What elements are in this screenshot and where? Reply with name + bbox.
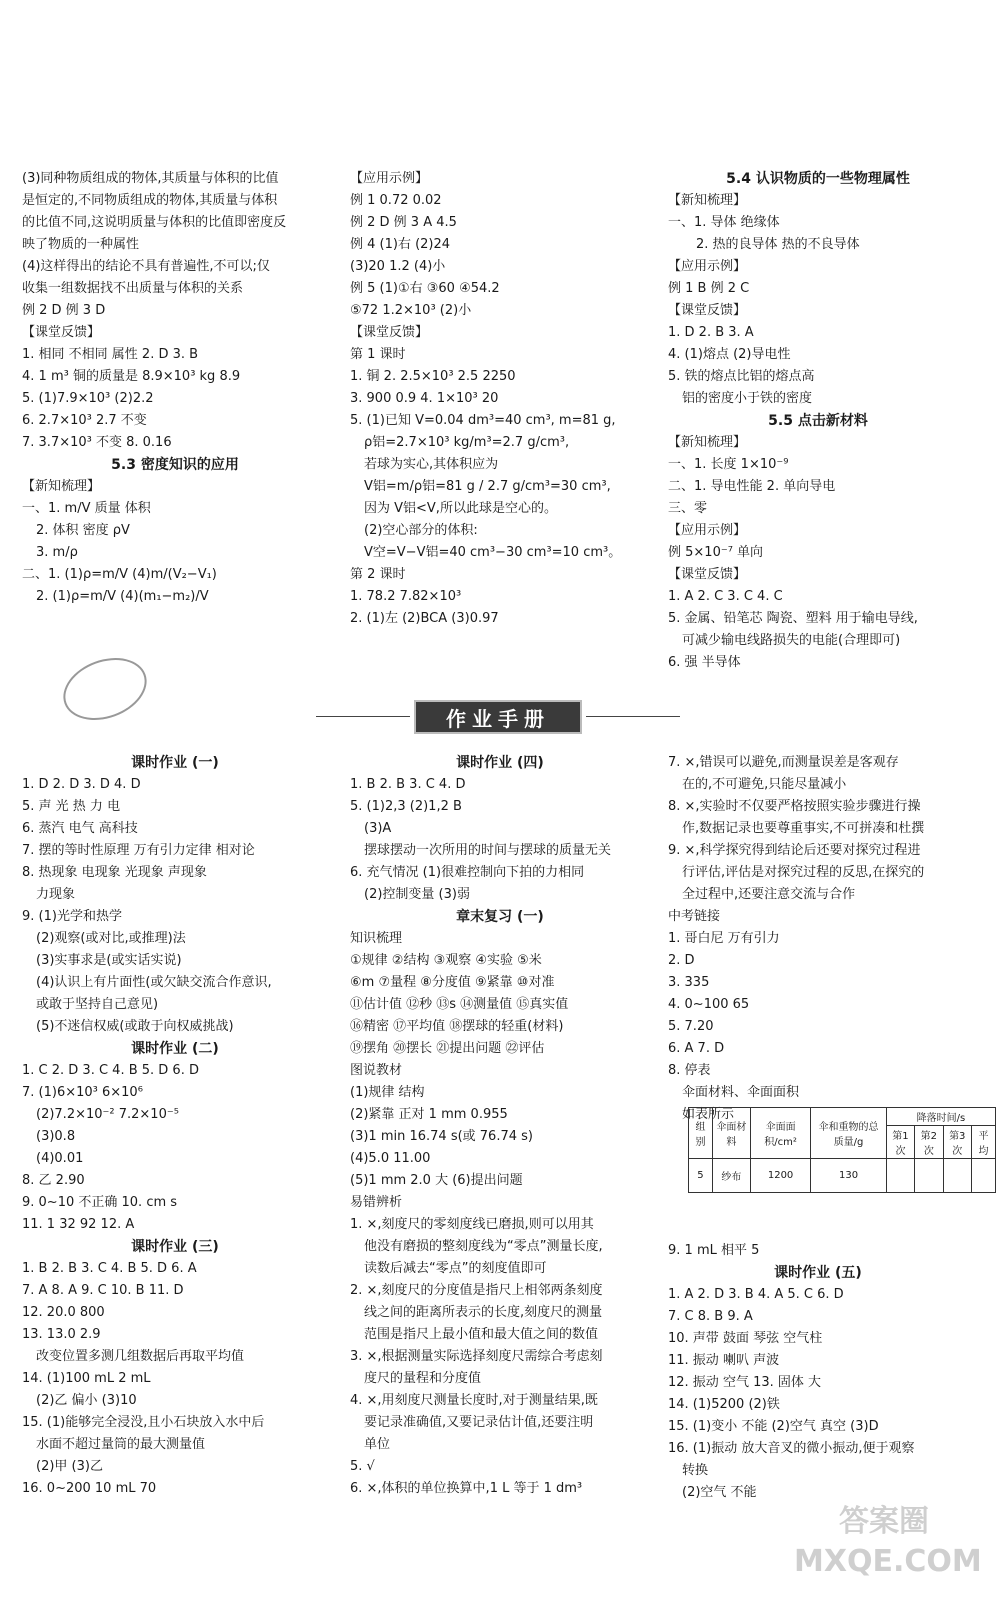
answer-line: 3. 335 (668, 975, 710, 990)
answer-line: 【应用示例】 (350, 171, 429, 186)
table-cell: 130 (811, 1159, 886, 1193)
answer-line: 例 5 (1)①右 ③60 ④54.2 (350, 281, 500, 296)
answer-line: 一、1. 导体 绝缘体 (668, 215, 780, 230)
answer-line: 在的,不可避免,只能尽量减小 (682, 777, 847, 792)
answer-line: 6. 蒸汽 电气 高科技 (22, 821, 138, 836)
answer-line: 12. 20.0 800 (22, 1305, 105, 1320)
answer-line: 第 2 课时 (350, 567, 406, 582)
answer-line: 12. 振动 空气 13. 固体 大 (668, 1375, 822, 1390)
answer-line: 4. ×,用刻度尺测量长度时,对于测量结果,既 (350, 1393, 598, 1408)
table-header-cell: 伞和重物的总质量/g (811, 1108, 886, 1159)
section-heading: 课时作业 (三) (131, 1239, 219, 1255)
answer-line: 9. 0~10 不正确 10. cm s (22, 1195, 178, 1210)
table-subheader-cell: 平均 (971, 1126, 995, 1159)
section-heading: 课时作业 (一) (131, 755, 219, 771)
answer-line: 伞面材料、伞面面积 (682, 1085, 800, 1100)
answer-line: 改变位置多测几组数据后再取平均值 (36, 1349, 245, 1364)
experiment-table (688, 1107, 996, 1193)
top-column-2 (350, 168, 640, 630)
answer-line: 2. ×,刻度尺的分度值是指尺上相邻两条刻度 (350, 1283, 603, 1298)
answer-line: 9. ×,科学探究得到结论后还要对探究过程进 (668, 843, 921, 858)
answer-line: 三、零 (668, 501, 708, 516)
answer-line: 2. 热的良导体 热的不良导体 (696, 237, 860, 252)
answer-line: 或敢于坚持自己意见) (36, 997, 159, 1012)
answer-line: 1. 78.2 7.82×10³ (350, 589, 462, 604)
answer-line: (1)规律 结构 (350, 1085, 425, 1100)
answer-line: 6. 强 半导体 (668, 655, 741, 670)
answer-line: (2)乙 偏小 (3)10 (36, 1393, 137, 1408)
answer-line: 易错辨析 (350, 1195, 403, 1210)
table-subheader-cell: 第1次 (886, 1126, 914, 1159)
answer-line: ⑤72 1.2×10³ (2)小 (350, 303, 472, 318)
answer-line: 5. (1)2,3 (2)1,2 B (350, 799, 462, 814)
table-cell (943, 1159, 971, 1193)
answer-line: 15. (1)能够完全浸没,且小石块放入水中后 (22, 1415, 265, 1430)
answer-line: ①规律 ②结构 ③观察 ④实验 ⑤米 (350, 953, 542, 968)
answer-line: 单位 (364, 1437, 391, 1452)
answer-line: 度尺的量程和分度值 (364, 1371, 482, 1386)
answer-line: 第 1 课时 (350, 347, 406, 362)
answer-line: V空=V−V铝=40 cm³−30 cm³=10 cm³。 (364, 545, 622, 560)
answer-line: 1. 哥白尼 万有引力 (668, 931, 780, 946)
answer-line: (3)同种物质组成的物体,其质量与体积的比值 (22, 171, 279, 186)
table-subheader-cell: 第2次 (915, 1126, 943, 1159)
answer-line: 9. 1 mL 相平 5 (668, 1243, 760, 1258)
stamp-seal (55, 647, 156, 731)
answer-line: 一、1. m/V 质量 体积 (22, 501, 151, 516)
answer-line: 2. (1)ρ=m/V (4)(m₁−m₂)/V (36, 589, 209, 604)
answer-line: 3. ×,根据测量实际选择刻度尺需综合考虑刻 (350, 1349, 603, 1364)
answer-line: 6. 2.7×10³ 2.7 不变 (22, 413, 147, 428)
answer-line: 【应用示例】 (668, 523, 747, 538)
answer-line: 【应用示例】 (668, 259, 747, 274)
answer-line: ⑪估计值 ⑫秒 ⑬s ⑭测量值 ⑮真实值 (350, 997, 569, 1012)
answer-line: ⑲摆角 ⑳摆长 ㉑提出问题 ㉒评估 (350, 1041, 545, 1056)
answer-line: 行评估,评估是对探究过程的反思,在探究的 (682, 865, 925, 880)
answer-line: 是恒定的,不同物质组成的物体,其质量与体积 (22, 193, 278, 208)
answer-line: 5. 铁的熔点比铝的熔点高 (668, 369, 815, 384)
answer-line: (2)7.2×10⁻² 7.2×10⁻⁵ (36, 1107, 179, 1122)
section-heading: 课时作业 (四) (456, 755, 544, 771)
answer-line: 中考链接 (668, 909, 721, 924)
answer-line: 要记录准确值,又要记录估计值,还要注明 (364, 1415, 594, 1430)
answer-line: 铝的密度小于铁的密度 (682, 391, 813, 406)
table-cell (886, 1159, 914, 1193)
answer-line: 1. D 2. D 3. D 4. D (22, 777, 141, 792)
answer-line: 若球为实心,其体积应为 (364, 457, 499, 472)
answer-line: ρ铝=2.7×10³ kg/m³=2.7 g/cm³, (364, 435, 570, 450)
answer-line: 他没有磨损的整刻度线为“零点”测量长度, (364, 1239, 603, 1254)
table-header-cell: 降落时间/s (886, 1108, 995, 1126)
answer-line: (3)1 min 16.74 s(或 76.74 s) (350, 1129, 533, 1144)
bottom-column-1 (22, 752, 328, 1500)
banner-divider-right (586, 716, 680, 717)
answer-line: 【课堂反馈】 (668, 303, 747, 318)
answer-line: 14. (1)5200 (2)铁 (668, 1397, 780, 1412)
answer-line: 因为 V铝<V,所以此球是空心的。 (364, 501, 557, 516)
answer-line: 1. B 2. B 3. C 4. D (350, 777, 466, 792)
answer-line: 1. A 2. C 3. C 4. C (668, 589, 783, 604)
answer-line: (4)这样得出的结论不具有普遍性,不可以;仅 (22, 259, 270, 274)
answer-line: 11. 1 32 92 12. A (22, 1217, 135, 1232)
answer-line: 7. (1)6×10³ 6×10⁶ (22, 1085, 143, 1100)
answer-line: 13. 13.0 2.9 (22, 1327, 101, 1342)
answer-line: 二、1. 导电性能 2. 单向导电 (668, 479, 836, 494)
answer-line: 1. 相同 不相同 属性 2. D 3. B (22, 347, 199, 362)
top-column-3 (668, 168, 968, 674)
table-cell: 纱布 (712, 1159, 750, 1193)
answer-line: 全过程中,还要注意交流与合作 (682, 887, 856, 902)
answer-line: 16. 0~200 10 mL 70 (22, 1481, 157, 1496)
section-heading: 课时作业 (二) (131, 1041, 219, 1057)
answer-line: 7. 摆的等时性原理 万有引力定律 相对论 (22, 843, 255, 858)
banner-divider-left (316, 716, 410, 717)
section-heading: 5.5 点击新材料 (768, 413, 868, 429)
answer-line: 例 4 (1)右 (2)24 (350, 237, 451, 252)
answer-line: 【新知梳理】 (668, 193, 747, 208)
answer-line: 知识梳理 (350, 931, 403, 946)
answer-line: (3)A (364, 821, 392, 836)
answer-line: (2)观察(或对比,或推理)法 (36, 931, 186, 946)
answer-line: 5. 声 光 热 力 电 (22, 799, 121, 814)
answer-line: 3. m/ρ (36, 545, 78, 560)
answer-line: 1. A 2. D 3. B 4. A 5. C 6. D (668, 1287, 844, 1302)
table-subheader-cell: 第3次 (943, 1126, 971, 1159)
answer-line: 例 2 D 例 3 A 4.5 (350, 215, 457, 230)
answer-line: 8. 停表 (668, 1063, 711, 1078)
answer-line: 7. ×,错误可以避免,而测量误差是客观存 (668, 755, 899, 770)
answer-line: 例 2 D 例 3 D (22, 303, 106, 318)
table-cell (971, 1159, 995, 1193)
table-header-cell: 伞面面积/cm² (750, 1108, 811, 1159)
answer-line: 8. 乙 2.90 (22, 1173, 85, 1188)
answer-line: (4)0.01 (36, 1151, 84, 1166)
section-heading: 章末复习 (一) (456, 909, 544, 925)
answer-line: 范围是指尺上最小值和最大值之间的数值 (364, 1327, 599, 1342)
answer-line: (4)5.0 11.00 (350, 1151, 431, 1166)
answer-line: 5. 7.20 (668, 1019, 714, 1034)
answer-line: 【课堂反馈】 (22, 325, 101, 340)
answer-line: 16. (1)振动 放大音叉的微小振动,便于观察 (668, 1441, 915, 1456)
answer-line: 例 5×10⁻⁷ 单向 (668, 545, 764, 560)
answer-line: 二、1. (1)ρ=m/V (4)m/(V₂−V₁) (22, 567, 217, 582)
answer-line: V铝=m/ρ铝=81 g / 2.7 g/cm³=30 cm³, (364, 479, 611, 494)
answer-line: 力现象 (36, 887, 76, 902)
answer-line: (5)不迷信权威(或敢于向权威挑战) (36, 1019, 234, 1034)
answer-line: 【课堂反馈】 (350, 325, 429, 340)
answer-line: (2)紧靠 正对 1 mm 0.955 (350, 1107, 508, 1122)
answer-line: 4. 1 m³ 铜的质量是 8.9×10³ kg 8.9 (22, 369, 241, 384)
bottom-column-3-part-b (668, 1240, 968, 1504)
answer-line: 如表所示 (682, 1107, 735, 1122)
answer-line: (5)1 mm 2.0 大 (6)提出问题 (350, 1173, 523, 1188)
table-header-cell: 伞面材料 (712, 1108, 750, 1159)
answer-line: 1. B 2. B 3. C 4. B 5. D 6. A (22, 1261, 197, 1276)
top-column-1 (22, 168, 328, 608)
answer-line: (2)空心部分的体积: (364, 523, 478, 538)
answer-line: 6. ×,体积的单位换算中,1 L 等于 1 dm³ (350, 1481, 583, 1496)
section-heading: 5.4 认识物质的一些物理属性 (726, 171, 910, 187)
answer-line: (2)甲 (3)乙 (36, 1459, 103, 1474)
section-heading: 课时作业 (五) (774, 1265, 862, 1281)
answer-line: 收集一组数据找不出质量与体积的关系 (22, 281, 244, 296)
watermark-logo: 答案圈 MXQE.COM (794, 1504, 982, 1579)
table-header-cell: 组别 (689, 1108, 713, 1159)
answer-line: 线之间的距离所表示的长度,刻度尺的测量 (364, 1305, 603, 1320)
answer-line: 可减少输电线路损失的电能(合理即可) (682, 633, 901, 648)
answer-line: 7. 3.7×10³ 不变 8. 0.16 (22, 435, 172, 450)
answer-line: 14. (1)100 mL 2 mL (22, 1371, 151, 1386)
answer-line: ⑥m ⑦量程 ⑧分度值 ⑨紧靠 ⑩对准 (350, 975, 555, 990)
answer-line: 5. 金属、铅笔芯 陶瓷、塑料 用于输电导线, (668, 611, 918, 626)
answer-line: 读数后减去“零点”的刻度值即可 (364, 1261, 547, 1276)
answer-line: 11. 振动 喇叭 声波 (668, 1353, 780, 1368)
answer-line: 6. A 7. D (668, 1041, 725, 1056)
answer-line: (3)0.8 (36, 1129, 76, 1144)
answer-line: 10. 声带 鼓面 琴弦 空气柱 (668, 1331, 823, 1346)
answer-line: 15. (1)变小 不能 (2)空气 真空 (3)D (668, 1419, 879, 1434)
answer-line: 2. D (668, 953, 695, 968)
answer-line: 4. (1)熔点 (2)导电性 (668, 347, 791, 362)
answer-line: 【新知梳理】 (22, 479, 101, 494)
section-heading: 5.3 密度知识的应用 (111, 457, 239, 473)
answer-line: 【新知梳理】 (668, 435, 747, 450)
table-cell: 1200 (750, 1159, 811, 1193)
answer-line: 6. 充气情况 (1)很难控制向下拍的力相同 (350, 865, 585, 880)
section-banner: 作业手册 (414, 700, 582, 734)
answer-line: (2)控制变量 (3)弱 (364, 887, 470, 902)
answer-line: (2)空气 不能 (682, 1485, 757, 1500)
bottom-column-2 (350, 752, 650, 1500)
answer-line: 5. √ (350, 1459, 375, 1474)
answer-line: 4. 0~100 65 (668, 997, 750, 1012)
answer-line: 摆球摆动一次所用的时间与摆球的质量无关 (364, 843, 612, 858)
answer-line: 【课堂反馈】 (668, 567, 747, 582)
bottom-column-3-part-a (668, 752, 968, 1126)
answer-line: 7. A 8. A 9. C 10. B 11. D (22, 1283, 184, 1298)
answer-line: 8. ×,实验时不仅要严格按照实验步骤进行操 (668, 799, 921, 814)
answer-line: 图说教材 (350, 1063, 403, 1078)
answer-line: 的比值不同,这说明质量与体积的比值即密度反 (22, 215, 287, 230)
answer-line: 2. (1)左 (2)BCA (3)0.97 (350, 611, 499, 626)
answer-line: ⑯精密 ⑰平均值 ⑱摆球的轻重(材料) (350, 1019, 564, 1034)
answer-line: 2. 体积 密度 ρV (36, 523, 130, 538)
answer-line: 1. ×,刻度尺的零刻度线已磨损,则可以用其 (350, 1217, 594, 1232)
answer-line: (4)认识上有片面性(或欠缺交流合作意识, (36, 975, 272, 990)
answer-line: (3)20 1.2 (4)小 (350, 259, 446, 274)
answer-line: 5. (1)已知 V=0.04 dm³=40 cm³, m=81 g, (350, 413, 616, 428)
answer-line: 5. (1)7.9×10³ (2)2.2 (22, 391, 154, 406)
answer-line: 7. C 8. B 9. A (668, 1309, 753, 1324)
answer-line: 9. (1)光学和热学 (22, 909, 122, 924)
table-cell (915, 1159, 943, 1193)
answer-line: 转换 (682, 1463, 709, 1478)
answer-line: 8. 热现象 电现象 光现象 声现象 (22, 865, 207, 880)
answer-line: 3. 900 0.9 4. 1×10³ 20 (350, 391, 499, 406)
answer-line: (3)实事求是(或实话实说) (36, 953, 182, 968)
answer-line: 1. 铜 2. 2.5×10³ 2.5 2250 (350, 369, 516, 384)
answer-line: 一、1. 长度 1×10⁻⁹ (668, 457, 789, 472)
answer-line: 1. C 2. D 3. C 4. B 5. D 6. D (22, 1063, 199, 1078)
answer-line: 例 1 B 例 2 C (668, 281, 750, 296)
answer-line: 水面不超过量筒的最大测量值 (36, 1437, 206, 1452)
answer-line: 作,数据记录也要尊重事实,不可拼凑和杜撰 (682, 821, 925, 836)
answer-line: 映了物质的一种属性 (22, 237, 140, 252)
table-cell: 5 (689, 1159, 713, 1193)
answer-line: 例 1 0.72 0.02 (350, 193, 442, 208)
answer-line: 1. D 2. B 3. A (668, 325, 754, 340)
